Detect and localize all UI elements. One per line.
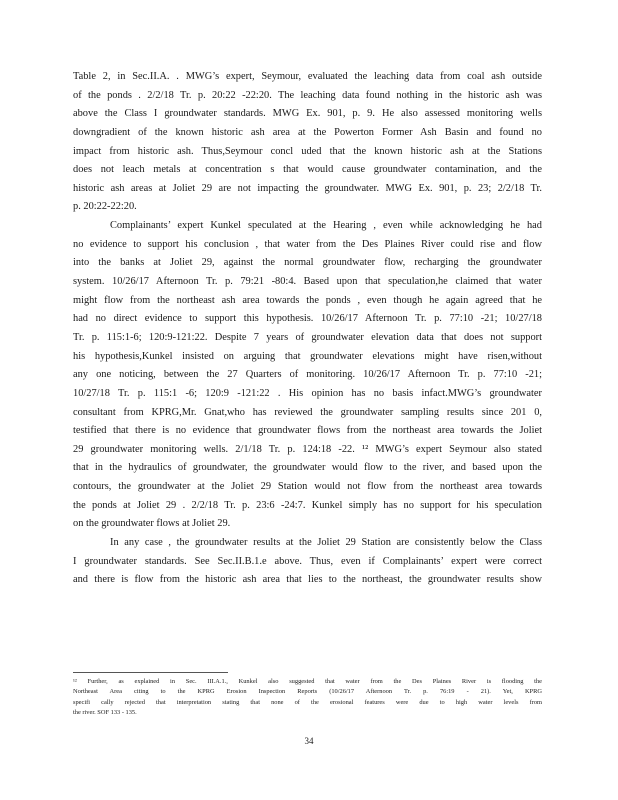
body-line: no evidence to support his conclusion , that water from the Des Plaines River could rise and flow xyxy=(73,238,542,250)
body-line: on the groundwater flows at Joliet 29. xyxy=(73,518,231,530)
body-line: the ponds at Joliet 29 . 2/2/18 Tr. p. 23:6 -24:7. Kunkel simply has no support for his speculation xyxy=(73,499,542,511)
body-line: into the banks at Joliet 29, against the normal groundwater flow, recharging the groundwater xyxy=(73,257,542,269)
body-line: historic ash areas at Joliet 29 are not impacting the groundwater. MWG Ex. 901, p. 23; 2/2/18 Tr. xyxy=(73,182,542,194)
body-line: any one noticing, between the 27 Quarters of monitoring. 10/26/17 Afternoon Tr. p. 77:10 -21; xyxy=(73,369,542,381)
footnote-line: Northeast Area citing to the KPRG Erosion Inspection Reports (10/26/17 Afternoon Tr. p. 76:19 - 21). Yet, KPRG xyxy=(73,688,542,696)
body-line: that in the hydraulics of groundwater, the groundwater would flow to the river, and based upon the xyxy=(73,462,542,474)
footnote-divider xyxy=(73,672,228,673)
body-line: of the ponds . 2/2/18 Tr. p. 20:22 -22:20. The leaching data found nothing in the historic ash was xyxy=(73,89,542,101)
footnote-line: the river. SOF 133 - 135. xyxy=(73,708,137,716)
body-text xyxy=(73,68,542,590)
footnote-line: ¹² Further, as explained in Sec. III.A.1., Kunkel also suggested that water from the Des Plaines River is flooding the xyxy=(73,678,542,685)
body-line: had no direct evidence to support this hypothesis. 10/26/17 Afternoon Tr. p. 77:10 -21; 10/27/18 xyxy=(73,313,542,325)
body-line: p. 20:22-22:20. xyxy=(73,201,137,213)
body-line: testified that there is no evidence that groundwater flows from the northeast area towards the Joliet xyxy=(73,425,542,437)
body-line: his hypothesis,Kunkel insisted on arguing that groundwater elevations might have risen,without xyxy=(73,350,542,362)
body-line: system. 10/26/17 Afternoon Tr. p. 79:21 -80:4. Based upon that speculation,he claimed that water xyxy=(73,276,542,288)
body-line: Tr. p. 115:1-6; 120:9-121:22. Despite 7 years of groundwater elevation data that does not support xyxy=(73,331,542,343)
page-number: 34 xyxy=(304,736,314,746)
body-line: downgradient of the known historic ash area at the Powerton Former Ash Basin and found no xyxy=(73,126,542,138)
body-line: might flow from the northeast ash area towards the ponds , even though he again agreed that he xyxy=(73,294,542,306)
body-line: and there is flow from the historic ash area that lies to the northeast, the groundwater results show xyxy=(73,574,542,586)
body-line: impact from historic ash. Thus,Seymour concl uded that the known historic ash at the Stations xyxy=(73,145,542,157)
body-line: Table 2, in Sec.II.A. . MWG’s expert, Seymour, evaluated the leaching data from coal ash outside xyxy=(73,71,542,82)
body-line: consultant from KPRG,Mr. Gnat,who has reviewed the groundwater sampling results since 201 0, xyxy=(73,406,542,418)
footnote-line: specifi cally rejected that interpretation stating that none of the erosional features were due to high water levels from xyxy=(73,698,542,706)
footnotes xyxy=(73,677,542,718)
body-line: Complainants’ expert Kunkel speculated at the Hearing , even while acknowledging he had xyxy=(110,220,542,232)
body-line: above the Class I groundwater standards. MWG Ex. 901, p. 9. He also assessed monitoring wells xyxy=(73,108,542,120)
body-line: contours, the groundwater at the Joliet 29 Station would not flow from the northeast area towards xyxy=(73,481,542,493)
body-line: I groundwater standards. See Sec.II.B.1.e above. Thus, even if Complainants’ expert were correct xyxy=(73,555,542,567)
body-line: In any case , the groundwater results at the Joliet 29 Station are consistently below the Class xyxy=(110,537,542,549)
body-line: 29 groundwater monitoring wells. 2/1/18 Tr. p. 124:18 -22. ¹² MWG’s expert Seymour also stated xyxy=(73,443,542,455)
body-line: does not leach metals at concentration s that would cause groundwater contamination, and the xyxy=(73,164,542,176)
body-line: 10/27/18 Tr. p. 115:1 -6; 120:9 -121:22 . His opinion has no basis infact.MWG’s groundwater xyxy=(73,387,542,399)
